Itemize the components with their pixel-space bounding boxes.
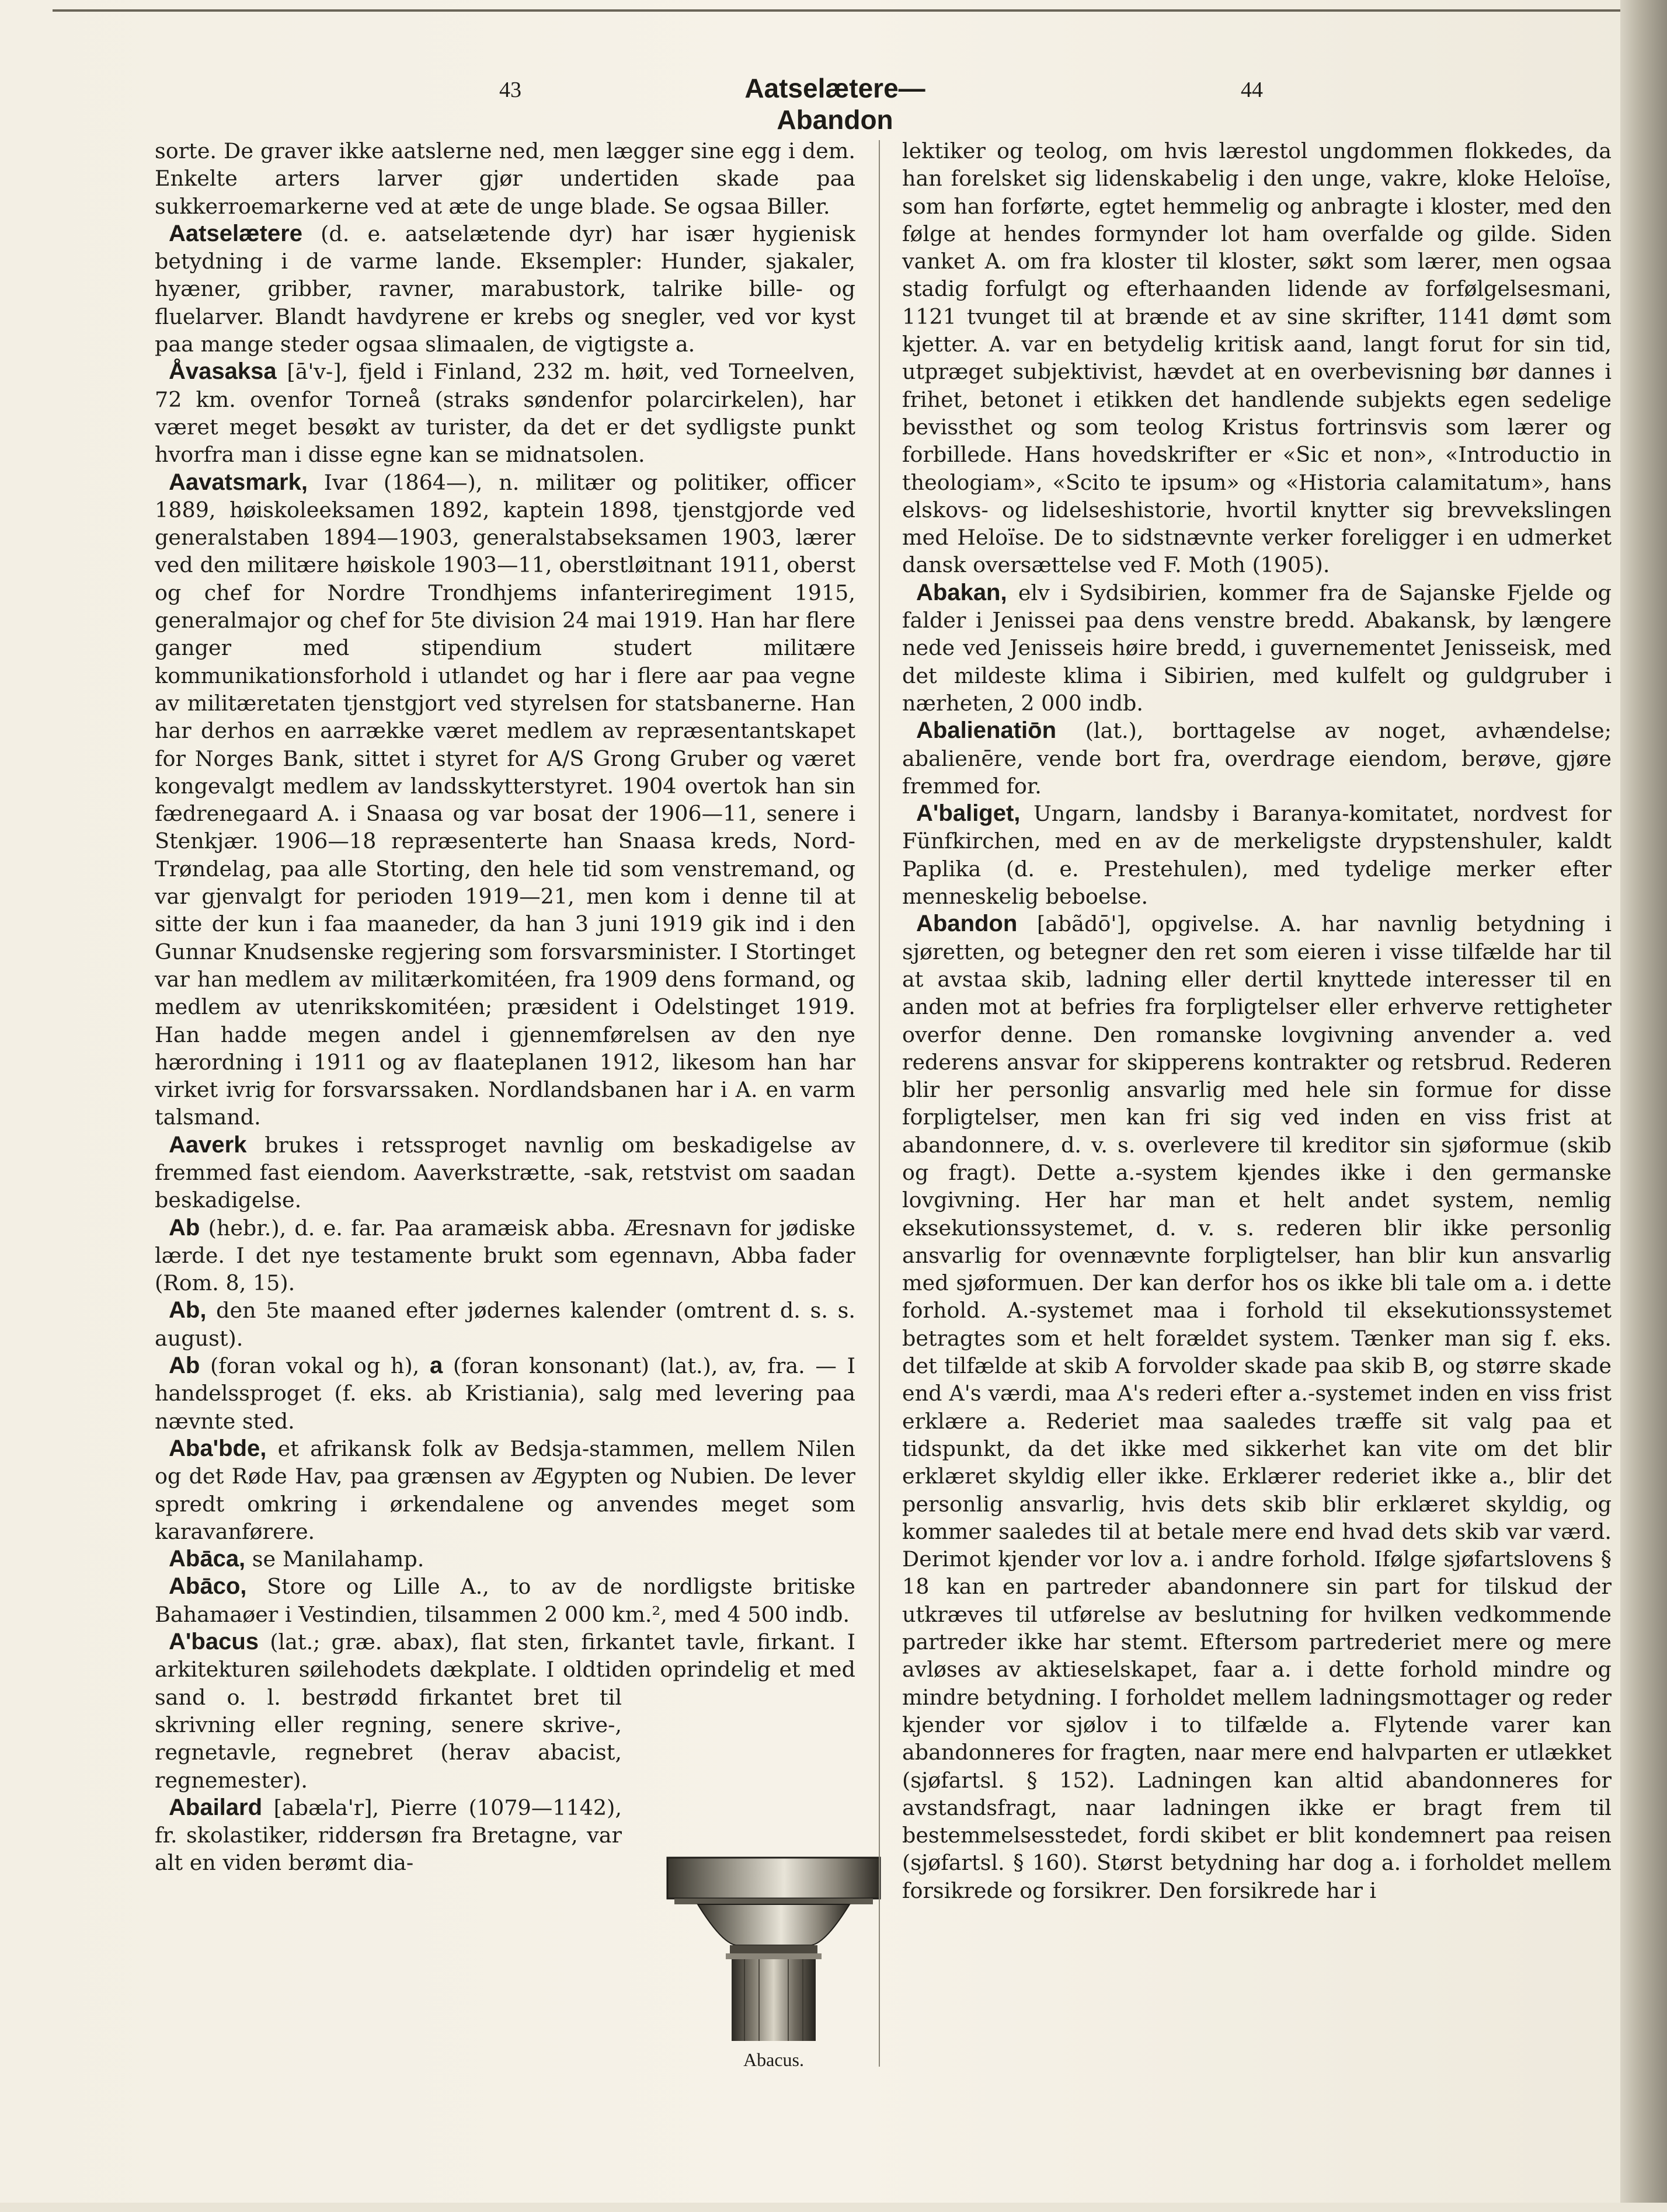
headword: Ab — [169, 1214, 200, 1241]
entry-text: Ungarn, landsby i Baranya-komitatet, nordvest for Fünfkirchen, med en av de merkeligste drypstenshuler, kaldt Paplika (d. e. Prestehulen), med tydelige merker efter menneskelig beboelse. — [902, 801, 1612, 910]
headword: Abailard — [169, 1794, 263, 1820]
page-number-right: 44 — [1241, 78, 1263, 102]
column-divider — [879, 140, 880, 2067]
entry-abaco — [155, 1573, 855, 1628]
entry-text: [abãdō'], opgivelse. A. har navnlig betydning i sjøretten, og betegner den ret som eieren i visse tilfælde har til at avstaa skib, ladning eller dertil knyttede interesser til en anden mot at befries fra forpligtelser eller erhverve rettigheter overfor denne. Den romanske lovgivning anvender a. ved rederens ansvar for skipperens kontrakter og retsbrud. Rederen blir her personlig ansvarlig med hele sin formue for disse forpligtelser, men kan fri sig ved inden en viss frist at abandonnere, d. v. s. overlevere til kreditor sin sjøformue (skib og fragt). Dette a.-system kjendes ikke i den germanske lovgivning. Her har man et helt andet system, nemlig eksekutionssystemet, d. v. s. rederen blir ikke personlig ansvarlig for ovennævnte forpligtelser, han blir kun ansvarlig med sjøformuen. Der kan derfor hos os ikke bli tale om a. i dette forhold. A.-systemet maa i forhold til eksekutionssystemet betragtes som et helt forældet system. Tænker man sig f. eks. det tilfælde at skib A forvolder skade paa skib B, og større skade end A's værdi, maa A's rederi efter a.-systemet inden en viss frist erklære a. Rederiet maa saaledes træffe sit valg paa et tidspunkt, da det ikke med sikkerhet kan vite om det blir erklæret skyldig eller ikke. Erklærer rederiet ikke a., blir det personlig ansvarlig, hvis dets skib blir erklæret skyldig, og kommer saaledes til at betale mere end hvad dets skib var værd. Derimot kjender vor lov a. i andre forhold. Ifølge sjøfartslovens § 18 kan en partreder abandonnere sin part for tilskud der utkræves til utførelse av beslutning for hvilken vedkommende partreder ikke har stemt. Eftersom partrederiet mere og mere avløses av aktieselskapet, faar a. i dette forhold mindre og mindre betydning. I forholdet mellem ladningsmottager og reder kjender vor sjølov i to tilfælde a. Flytende varer kan abandonneres for fragten, naar mere end halvparten er utlækket (sjøfartsl. § 152). Ladningen kan altid abandonneres for avstandsfragt, naar ladningen ikke er bragt frem til bestemmelsesstedet, fordi skibet er blit kondemnert paa reisen (sjøfartsl. § 160). Størst betydning har dog a. i forholdet mellem forsikrede og forsikrer. Den forsikrede har i — [902, 911, 1612, 1903]
entry-text: (foran konsonant) (lat.), av, fra. — I handelssproget (f. eks. ab Kristiania), salg med levering paa nævnte sted. — [155, 1353, 855, 1434]
headword: Abāca, — [169, 1546, 246, 1572]
entry-text: se Manilahamp. — [245, 1546, 424, 1572]
headword: Aavatsmark, — [169, 469, 308, 495]
entry-abacus — [155, 1628, 855, 1877]
entry-text: Store og Lille A., to av de nordligste britiske Bahamaøer i Vestindien, tilsammen 2 000 km.², med 4 500 indb. — [155, 1574, 855, 1627]
figure-caption: Abacus. — [743, 2049, 804, 2070]
entry-ab-month — [155, 1297, 855, 1352]
entry-text: sorte. De graver ikke aatslerne ned, men lægger sine egg i dem. Enkelte arters larver gjør undertiden skade paa sukkerroemarkerne ved at æte de unge blade. Se ogsaa Biller. — [155, 138, 855, 219]
entry-text: [abæla'r], Pierre (1079—1142), fr. skolastiker, riddersøn fra Bretagne, var alt en viden berømt dia- — [155, 1795, 622, 1876]
entry-avasaksa — [155, 358, 855, 468]
headword: Abāco, — [169, 1573, 247, 1600]
entry-text: (lat.; græ. abax), flat sten, firkantet tavle, firkant. I arkitekturen søilehodets dækplate. I oldtiden oprindelig et med sand o. l. bestrødd firkantet bret til skrivning eller regning, senere skrive-, regnetavle, regnebret (herav abacist, regnemester). — [155, 1629, 855, 1793]
book-spine-shadow — [1620, 0, 1667, 2203]
entry-text: (hebr.), d. e. far. Paa aramæisk abba. Æresnavn for jødiske lærde. I det nye testamente brukt som egennavn, Abba fader (Rom. 8, 15). — [155, 1215, 855, 1296]
headword: Åvasaksa — [169, 358, 277, 385]
headword: Aba'bde, — [169, 1435, 267, 1461]
entry-aaverk — [155, 1131, 855, 1214]
entry-text: brukes i retssproget navnlig om beskadigelse av fremmed fast eiendom. Aaverkstrætte, -sak, retstvist om saadan beskadigelse. — [155, 1132, 855, 1213]
headword: Aatselætere — [169, 220, 303, 246]
entry-text: (foran vokal og h), — [200, 1353, 430, 1379]
entry-text: (d. e. aatselætende dyr) har især hygienisk betydning i de varme lande. Eksempler: Hunder, sjakaler, hyæner, gribber, ravner, marabustork, talrike bille- og fluelarver. Blandt havdyrene er krebs og snegler, ved vor kyst paa mange steder ogsaa slimaalen, de vigtigste a. — [155, 221, 855, 357]
headword: A'bacus — [169, 1629, 259, 1655]
page-number-left: 43 — [499, 78, 521, 102]
entry-text: et afrikansk folk av Bedsja-stammen, mellem Nilen og det Røde Hav, paa grænsen av Ægypten og Nubien. De lever spredt omkring i ørkendalene og anvendes meget som karavanførere. — [155, 1436, 855, 1544]
entry-abakan — [902, 579, 1612, 717]
entry-text: lektiker og teolog, om hvis lærestol ungdommen flokkedes, da han forelsket sig lidenskabelig i den unge, vakre, kloke Heloïse, som han forførte, egtet hemmelig og anbragte i kloster, med den følge at hendes formynder lot ham overfalde og gilde. Siden vanket A. om fra kloster til kloster, søkt som lærer, men ogsaa stadig forfulgt og efterhaanden lidende av forfølgelsesmani, 1121 tvunget til at brænde et av sine skrifter, 1141 dømt som kjetter. A. var en betydelig kritisk aand, langt forut for sin tid, utpræget subjektivist, hævdet at en overbevisning bør dannes i frihet, betonet i etikken det handlende subjekts egen sedelige bevissthet og som teolog Kristus fortrinsvis som lærer og forbillede. Hans hovedskrifter er «Sic et non», «Introductio in theologiam», «Scito te ipsum» og «Historia calamitatum», hans elskovs- og lidelseshistorie, hvortil knytter sig brevvekslingen med Heloïse. De to sidstnævnte verker foreligger i en udmerket dansk oversættelse ved F. Moth (1905). — [902, 138, 1612, 578]
headword-a: a — [429, 1353, 443, 1379]
entry-text: Ivar (1864—), n. militær og politiker, officer 1889, høiskoleeksamen 1892, kaptein 1898, tjenstgjorde ved generalstaben 1894—1903, generalstabseksamen 1903, lærer ved den militære høiskole 1903—11, oberstløitnant 1911, oberst og chef for Nordre Trondhjems infanteriregiment 1915, generalmajor og chef for 5te division 24 mai 1919. Han har flere ganger med stipendium studert militære kommunikationsforhold i utlandet og har i flere aar paa vegne av militæretaten tjenstgjort ved styrelsen for statsbanerne. Han har derhos en aarrække været medlem av repræsentantskapet for Norges Bank, sittet i styret for A/S Grong Gruber og været kongevalgt medlem av landsskytterstyret. 1904 overtok han sin fædrenegaard A. i Snaasa og var bosat der 1906—11, senere i Stenkjær. 1906—18 repræsenterte han Snaasa kreds, Nord-Trøndelag, paa alle Storting, den hele tid som venstremand, og var gjenvalgt for perioden 1919—21, men kom i denne til at sitte der kun i faa maaneder, da han 3 juni 1919 gik ind i den Gunnar Knudsenske regjering som forsvarsminister. I Stortinget var han medlem av militærkomitéen, fra 1909 dens formand, og medlem av utenrikskomitéen; præsident i Odelstinget 1919. Han hadde megen andel i gjennemførelsen av den nye hærordning i 1911 og av flaateplanen 1912, likesom han har virket ivrig for forsvarssaken. Nordlandsbanen har i A. en varm talsmand. — [155, 469, 855, 1130]
headword: Abandon — [916, 911, 1018, 937]
abacus-illustration — [657, 1846, 890, 2044]
headword: Ab, — [169, 1297, 207, 1323]
right-column — [902, 137, 1612, 1904]
running-title: Aatselætere—Abandon — [744, 73, 925, 135]
headword: A'baliget, — [916, 800, 1021, 827]
entry-abaliget — [902, 800, 1612, 910]
entry-abalienation — [902, 717, 1612, 800]
entry-abandon — [902, 910, 1612, 1904]
entry-aavatsmark — [155, 469, 855, 1131]
headword: Ab — [169, 1353, 200, 1379]
entry-continuation — [902, 137, 1612, 579]
entry-text: den 5te maaned efter jødernes kalender (omtrent d. s. s. august). — [155, 1298, 855, 1351]
entry-ab-hebr — [155, 1214, 855, 1297]
entry-aatselaetere — [155, 220, 855, 358]
headword: Abakan, — [916, 579, 1007, 605]
entry-text: (lat.), borttagelse av noget, avhændelse; abalienēre, vende bort fra, overdrage eiendom, berøve, gjøre fremmed for. — [902, 718, 1612, 799]
entry-continuation — [155, 137, 855, 220]
entry-ab-lat — [155, 1352, 855, 1435]
page-header — [0, 73, 1667, 135]
entry-text: [ā'v-], fjeld i Finland, 232 m. høit, ved Torneelven, 72 km. ovenfor Torneå (straks søndenfor polarcirkelen), har været meget besøkt av turister, da det er det sydligste punkt hvorfra man i disse egne kan se midnatsolen. — [155, 359, 855, 468]
headword: Aaverk — [169, 1131, 247, 1158]
abacus-figure — [657, 1846, 890, 2074]
entry-ababde — [155, 1435, 855, 1545]
top-rule — [53, 9, 1641, 12]
entry-abaca — [155, 1545, 855, 1573]
headword: Abalienatiōn — [916, 717, 1057, 744]
entry-text: elv i Sydsibirien, kommer fra de Sajanske Fjelde og falder i Jenissei paa dens venstre bredd. Abakansk, by længere nede ved Jenisseis høire bredd, i guvernementet Jenisseisk, med det mildeste klima i Sibirien, med kulfelt og guldgruber i nærheten, 2 000 indb. — [902, 580, 1612, 716]
